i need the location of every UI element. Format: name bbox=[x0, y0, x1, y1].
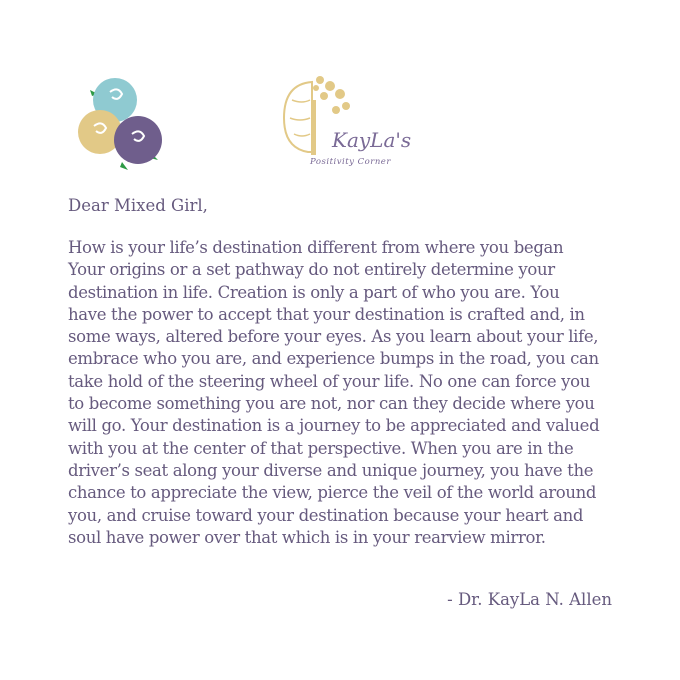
body-line: take hold of the steering wheel of your life. No one can force you bbox=[68, 371, 591, 391]
body-line: with you at the center of that perspective. When you are in the bbox=[68, 438, 574, 458]
body-line: chance to appreciate the view, pierce the veil of the world around bbox=[68, 483, 597, 503]
body-line: soul have power over that which is in your rearview mirror. bbox=[68, 527, 546, 547]
signature: - Dr. KayLa N. Allen bbox=[447, 590, 612, 609]
body-line: have the power to accept that your destination is crafted and, in bbox=[68, 304, 585, 324]
body-line: will go. Your destination is a journey to be appreciated and valued bbox=[68, 416, 600, 436]
body-line: embrace who you are, and experience bumps in the road, you can bbox=[68, 349, 599, 369]
roses-logo bbox=[70, 70, 170, 175]
body-line: driver’s seat along your diverse and unique journey, you have the bbox=[68, 460, 594, 480]
body-line: some ways, altered before your eyes. As you learn about your life, bbox=[68, 327, 599, 347]
brand-name: KayLa's bbox=[332, 128, 412, 152]
body-line: to become something you are not, nor can they decide where you bbox=[68, 394, 595, 414]
letter-body bbox=[68, 237, 599, 549]
body-line: you, and cruise toward your destination because your heart and bbox=[68, 505, 584, 525]
body-line: destination in life. Creation is only a part of who you are. You bbox=[68, 282, 560, 302]
greeting: Dear Mixed Girl, bbox=[68, 196, 208, 215]
brand-tagline: Positivity Corner bbox=[310, 157, 391, 167]
body-line: Your origins or a set pathway do not entirely determine your bbox=[68, 260, 555, 280]
body-line: How is your life’s destination different from where you began bbox=[68, 238, 564, 257]
